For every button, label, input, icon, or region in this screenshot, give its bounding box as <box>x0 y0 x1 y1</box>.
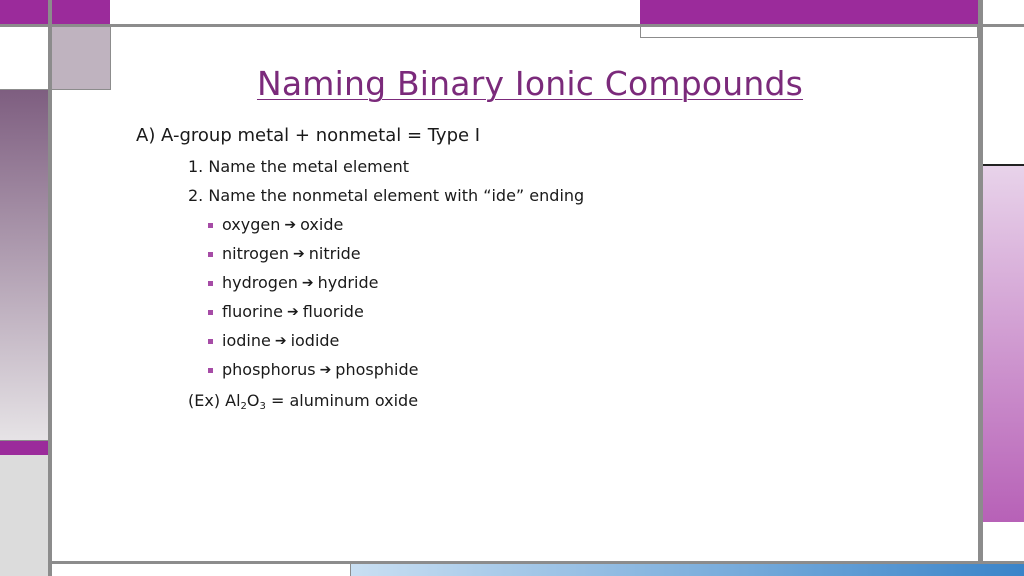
left-purple-stripe <box>0 440 48 455</box>
top-left-purple-bar <box>0 0 110 24</box>
element-name: oxygen <box>222 215 281 234</box>
anion-name: nitride <box>308 244 361 263</box>
worked-example <box>188 391 418 410</box>
example-item <box>208 273 378 292</box>
top-right-thin-box <box>640 24 978 38</box>
arrow-right-icon: ➔ <box>284 216 297 233</box>
element-name: fluorine <box>222 302 284 321</box>
step-2: 2. Name the nonmetal element with “ide” ending <box>188 186 585 205</box>
example-item <box>208 302 364 321</box>
anion-name: fluoride <box>302 302 364 321</box>
arrow-right-icon: ➔ <box>319 361 332 378</box>
arrow-right-icon: ➔ <box>274 332 287 349</box>
arrow-right-icon: ➔ <box>293 245 305 262</box>
element-name: phosphorus <box>222 360 316 379</box>
example-suffix: = aluminum oxide <box>265 391 419 410</box>
square-bullet-icon <box>208 310 213 315</box>
example-prefix: (Ex) Al <box>188 391 241 410</box>
example-item <box>208 360 418 379</box>
square-bullet-icon <box>208 223 213 228</box>
square-bullet-icon <box>208 281 213 286</box>
square-bullet-icon <box>208 368 213 373</box>
element-name: hydrogen <box>222 273 298 292</box>
anion-name: hydride <box>317 273 379 292</box>
right-pink-column <box>983 166 1024 522</box>
example-oxygen: O <box>246 391 260 410</box>
anion-name: oxide <box>300 215 344 234</box>
anion-name: iodide <box>290 331 340 350</box>
square-bullet-icon <box>208 252 213 257</box>
left-bottom-gray <box>0 455 48 576</box>
example-item <box>208 244 361 263</box>
left-gradient-column <box>0 89 48 440</box>
square-bullet-icon <box>208 339 213 344</box>
section-heading: A) A-group metal + nonmetal = Type I <box>136 125 481 146</box>
example-item <box>208 331 339 350</box>
arrow-right-icon: ➔ <box>287 303 299 320</box>
bottom-blue-bar <box>350 564 1024 576</box>
example-item <box>208 215 343 234</box>
element-name: iodine <box>222 331 271 350</box>
subscript-3: 3 <box>259 401 266 412</box>
slide-title: Naming Binary Ionic Compounds <box>256 64 804 103</box>
anion-name: phosphide <box>335 360 419 379</box>
element-name: nitrogen <box>222 244 290 263</box>
step-1: 1. Name the metal element <box>188 157 409 176</box>
subscript-2: 2 <box>240 401 247 412</box>
arrow-right-icon: ➔ <box>301 274 314 291</box>
top-right-purple-bar <box>640 0 978 24</box>
